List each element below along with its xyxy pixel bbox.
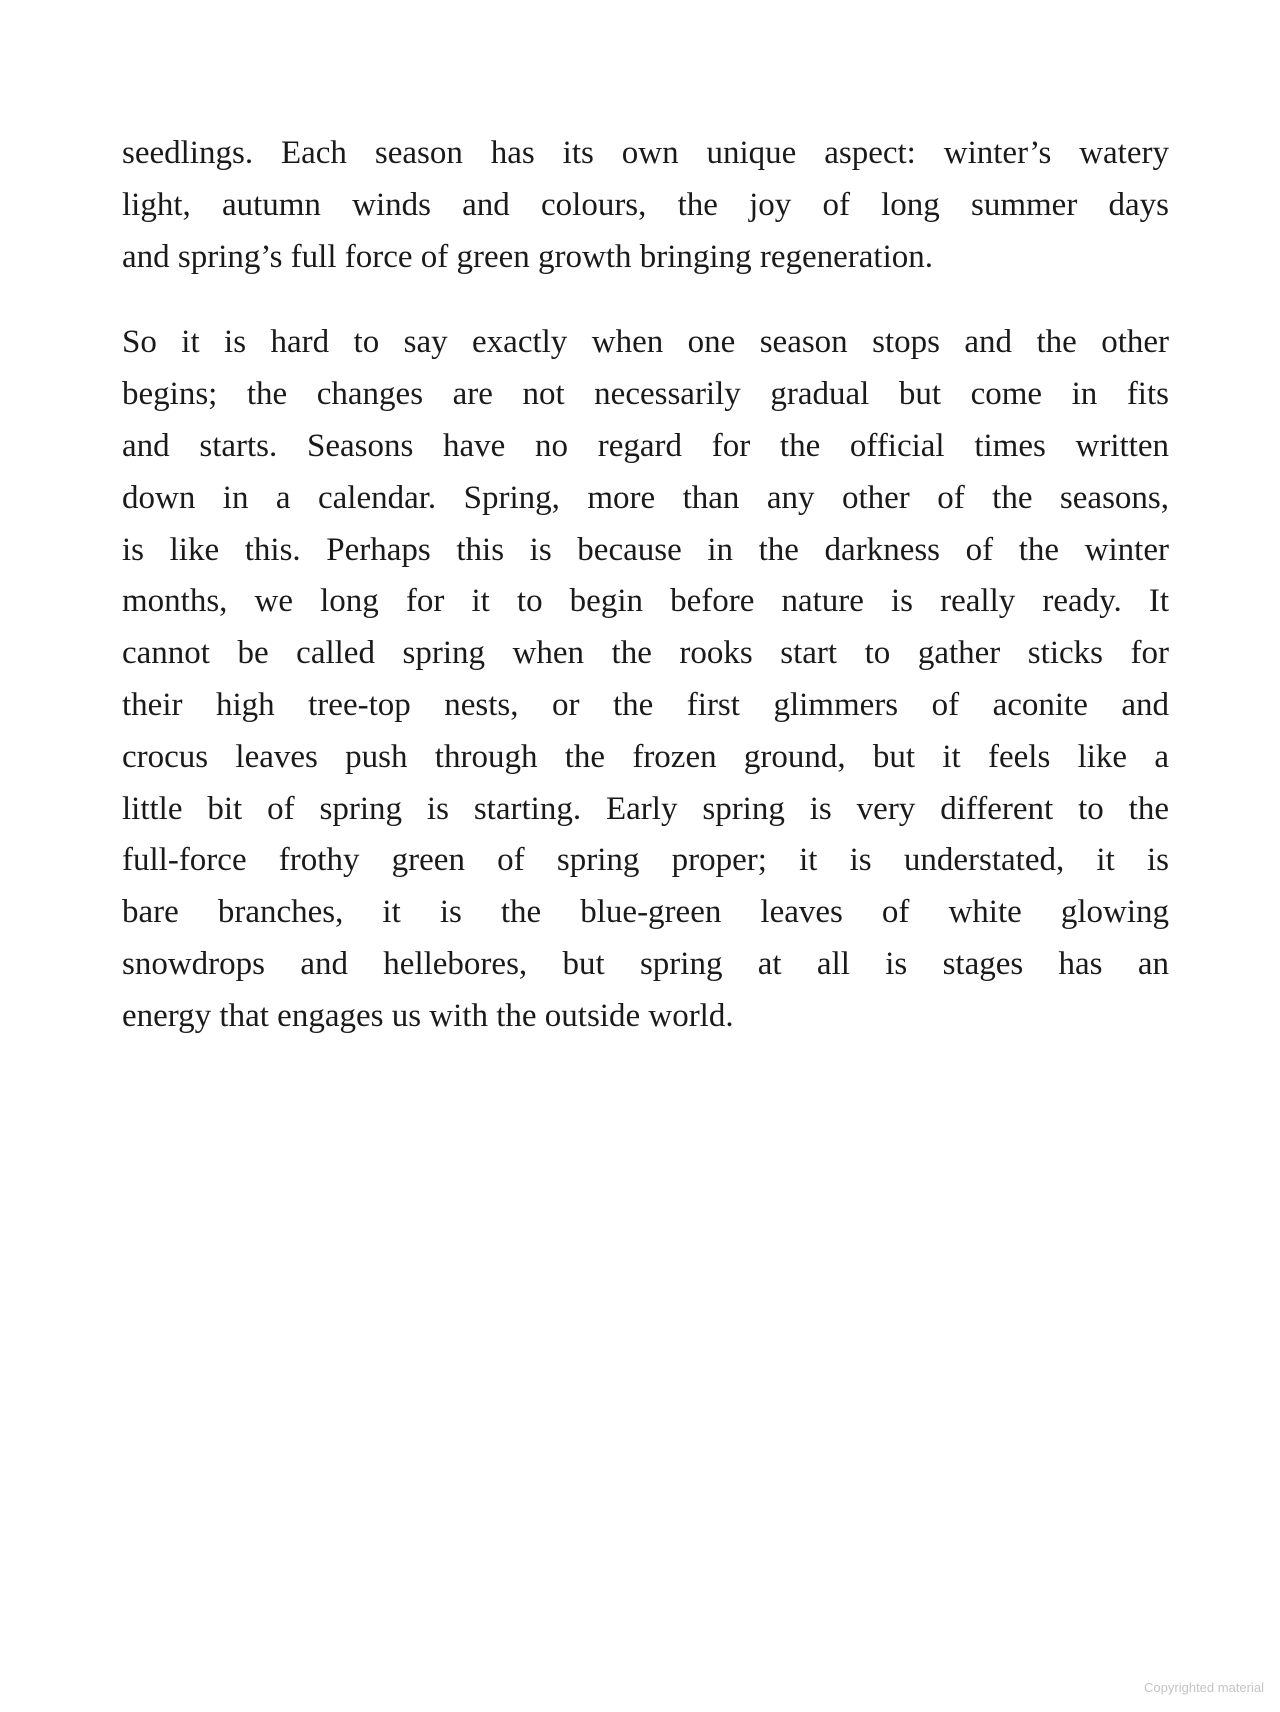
text-line-content: months, we long for it to begin before nature is really ready. It: [122, 583, 1169, 620]
text-line-content: light, autumn winds and colours, the joy of long summer days: [122, 186, 1169, 223]
text-line: [122, 317, 1169, 369]
text-line: [122, 628, 1169, 680]
text-line: [122, 473, 1169, 525]
text-line: [122, 732, 1169, 784]
text-line-content: little bit of spring is starting. Early spring is very different to the: [122, 790, 1169, 827]
body-text: [122, 128, 1169, 1043]
text-line: [122, 991, 1169, 1043]
text-line-content: bare branches, it is the blue-green leaves of white glowing: [122, 894, 1169, 931]
text-line-content: crocus leaves push through the frozen ground, but it feels like a: [122, 738, 1169, 775]
text-line-content: and spring’s full force of green growth bringing regeneration.: [122, 238, 933, 275]
text-line-content: their high tree-top nests, or the first glimmers of aconite and: [122, 686, 1169, 723]
text-line: [122, 835, 1169, 887]
text-line-content: full-force frothy green of spring proper; it is understated, it is: [122, 842, 1169, 879]
text-line: [122, 525, 1169, 577]
text-line-content: cannot be called spring when the rooks start to gather sticks for: [122, 635, 1169, 672]
text-line-content: seedlings. Each season has its own unique aspect: winter’s watery: [122, 135, 1169, 171]
copyright-watermark: Copyrighted material: [1144, 1680, 1264, 1695]
text-line-content: snowdrops and hellebores, but spring at all is stages has an: [122, 945, 1169, 982]
paragraph-1: [122, 128, 1169, 283]
text-line: [122, 887, 1169, 939]
text-line-content: and starts. Seasons have no regard for the official times written: [122, 427, 1169, 464]
text-line: [122, 128, 1169, 180]
text-line: [122, 232, 1169, 284]
text-line: [122, 369, 1169, 421]
text-line-content: energy that engages us with the outside world.: [122, 997, 734, 1034]
text-line-content: is like this. Perhaps this is because in the darkness of the winter: [122, 531, 1169, 568]
text-line-content: begins; the changes are not necessarily gradual but come in fits: [122, 376, 1169, 413]
text-line: [122, 180, 1169, 232]
text-line-content: So it is hard to say exactly when one season stops and the other: [122, 324, 1169, 361]
text-line: [122, 939, 1169, 991]
text-line: [122, 680, 1169, 732]
text-line: [122, 421, 1169, 473]
paragraph-2: [122, 317, 1169, 1042]
text-line-content: down in a calendar. Spring, more than any other of the seasons,: [122, 479, 1169, 516]
text-line: [122, 784, 1169, 836]
text-line: [122, 576, 1169, 628]
